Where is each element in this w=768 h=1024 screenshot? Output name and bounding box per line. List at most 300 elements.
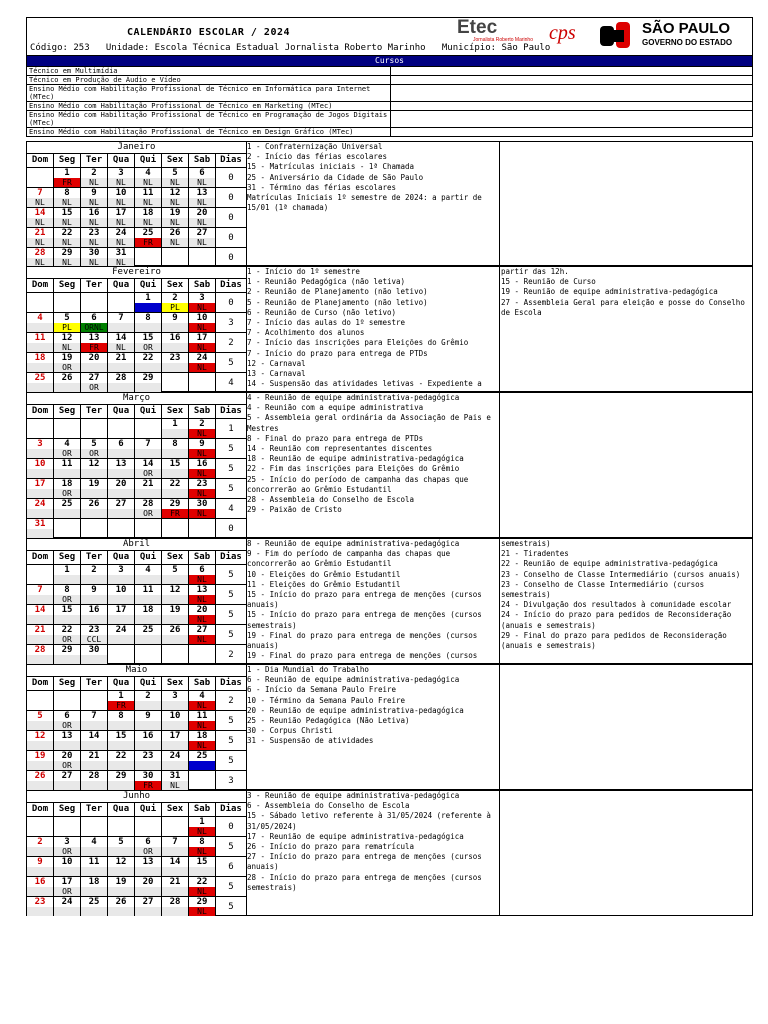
- day-tag: [54, 655, 80, 664]
- day-number: 1: [199, 817, 205, 827]
- day-tag: [162, 449, 188, 458]
- day-number: 15: [115, 731, 127, 741]
- weekday-label: Dom: [27, 405, 54, 418]
- weekday-label: Qua: [108, 154, 135, 167]
- month-name: Junho: [27, 791, 246, 803]
- day-cell: [27, 771, 54, 790]
- day-tag: [135, 741, 161, 750]
- day-number: 27: [196, 228, 208, 238]
- month-events: [247, 539, 499, 661]
- weekday-label: Ter: [81, 803, 108, 816]
- day-number: 10: [61, 857, 73, 867]
- day-cell: [27, 857, 54, 876]
- day-tag: [81, 469, 107, 478]
- day-cell: [189, 771, 216, 790]
- day-tag: [27, 363, 53, 372]
- day-cell: [189, 373, 216, 392]
- event-item: 4 - Reunião de equipe administrativa-pedagógica: [247, 393, 460, 402]
- day-number: [108, 519, 134, 529]
- day-tag: [27, 575, 53, 584]
- weekday-label: Seg: [54, 405, 81, 418]
- week-row: [27, 897, 246, 916]
- week-row: [27, 691, 246, 711]
- day-tag: [81, 363, 107, 372]
- day-number: [189, 645, 215, 655]
- day-number: 18: [88, 877, 100, 887]
- weekday-label: Dom: [27, 279, 54, 292]
- day-tag: [162, 867, 188, 876]
- day-tag: [54, 509, 80, 518]
- day-tag: NL: [108, 178, 134, 187]
- week-row: [27, 353, 246, 373]
- day-cell: [162, 499, 189, 518]
- event-item: 9 - Fim do período de campanha das chapas que concorrerão ao Grêmio Estudantil: [247, 549, 455, 569]
- day-cell: [189, 731, 216, 750]
- day-cell: [54, 168, 81, 187]
- weekday-label: Dom: [27, 154, 54, 167]
- day-number: 24: [115, 228, 127, 238]
- day-tag: [54, 469, 80, 478]
- weekday-header: [27, 551, 246, 565]
- day-number: [189, 373, 215, 383]
- day-number: [81, 691, 107, 701]
- day-number: 3: [64, 837, 70, 847]
- day-number: [27, 565, 53, 575]
- day-cell: [189, 691, 216, 710]
- sao-paulo-logo: SÃO PAULO GOVERNO DO ESTADO: [600, 20, 750, 52]
- weekday-label: Ter: [81, 279, 108, 292]
- day-cell: [54, 208, 81, 227]
- course-row: [27, 75, 752, 84]
- dias-count: 0: [228, 232, 234, 243]
- day-tag: NL: [189, 218, 215, 227]
- day-tag: NL: [189, 615, 215, 624]
- day-tag: [162, 363, 188, 372]
- day-cell: [162, 877, 189, 896]
- day-number: 27: [142, 897, 154, 907]
- day-cell: [162, 208, 189, 227]
- event-item: semestrais): [501, 539, 551, 548]
- day-tag: [108, 867, 134, 876]
- day-tag: NL: [108, 198, 134, 207]
- day-number: 6: [145, 837, 151, 847]
- day-cell: [81, 168, 108, 187]
- day-number: 7: [37, 585, 43, 595]
- event-item: 14 - Suspensão das atividades letivas - Expediente a: [247, 379, 482, 389]
- day-number: 19: [88, 479, 100, 489]
- day-number: 5: [37, 711, 43, 721]
- day-tag: [54, 781, 80, 790]
- day-number: 12: [169, 585, 181, 595]
- day-tag: NL: [162, 218, 188, 227]
- calendar-header: [26, 17, 753, 56]
- event-item: 28 - Assembleia do Conselho de Escola: [247, 495, 415, 505]
- day-number: 7: [91, 711, 97, 721]
- day-cell: [189, 208, 216, 227]
- dias-count: 1: [228, 423, 234, 434]
- day-number: 9: [145, 711, 151, 721]
- day-cell: [162, 188, 189, 207]
- event-item: 6 - Reunião de equipe administrativa-pedagógica: [247, 675, 460, 685]
- course-name: Técnico em Produção de Áudio e Vídeo: [27, 76, 391, 84]
- month-calendar: [27, 267, 247, 391]
- day-cell: [54, 228, 81, 247]
- day-number: 12: [115, 857, 127, 867]
- day-cell: [27, 877, 54, 896]
- sp-emblem-icon: [600, 22, 640, 50]
- day-number: [189, 519, 215, 529]
- day-number: 17: [61, 877, 73, 887]
- day-tag: [108, 721, 134, 730]
- day-cell: [54, 625, 81, 644]
- day-cell: [189, 188, 216, 207]
- day-tag: [27, 761, 53, 770]
- day-tag: NL: [81, 258, 107, 267]
- day-tag: [108, 449, 134, 458]
- week-row: [27, 711, 246, 731]
- day-cell: [27, 499, 54, 518]
- day-number: 27: [88, 373, 100, 383]
- day-number: 28: [169, 897, 181, 907]
- day-number: 17: [115, 605, 127, 615]
- day-cell: [135, 353, 162, 372]
- day-number: 20: [61, 751, 73, 761]
- day-number: 26: [169, 228, 181, 238]
- event-item: 5 - Assembleia geral ordinária da Associação de Pais e Mestres: [247, 413, 496, 433]
- day-number: 22: [115, 751, 127, 761]
- day-cell: [54, 479, 81, 498]
- day-tag: [27, 655, 53, 664]
- event-item: 15 - Sábado letivo referente à 31/05/2024 (referente à 31/05/2024): [247, 811, 496, 831]
- day-number: 25: [196, 751, 208, 761]
- day-cell: [135, 419, 162, 438]
- day-tag: NL: [162, 238, 188, 247]
- day-number: [189, 248, 215, 258]
- day-cell: [27, 691, 54, 710]
- weekday-label: Qua: [108, 405, 135, 418]
- day-tag: [189, 383, 215, 392]
- day-cell: [162, 751, 189, 770]
- day-number: 29: [196, 897, 208, 907]
- week-row: [27, 313, 246, 333]
- day-number: [162, 248, 188, 258]
- day-tag: [135, 701, 161, 710]
- day-number: 21: [88, 751, 100, 761]
- day-tag: [162, 655, 188, 664]
- day-cell: [135, 837, 162, 856]
- day-cell: [189, 419, 216, 438]
- day-cell: [81, 419, 108, 438]
- day-cell: [108, 499, 135, 518]
- dias-count: 5: [228, 715, 234, 726]
- day-cell: [54, 817, 81, 836]
- day-number: 23: [34, 897, 46, 907]
- day-tag: [81, 429, 107, 438]
- day-number: 26: [88, 499, 100, 509]
- day-number: 29: [169, 499, 181, 509]
- day-tag: CCL: [81, 635, 107, 644]
- day-tag: [81, 827, 107, 836]
- event-item: 25 - Aniversário da Cidade de São Paulo: [247, 172, 424, 182]
- day-tag: [135, 383, 161, 392]
- day-number: 2: [145, 691, 151, 701]
- day-tag: [27, 323, 53, 332]
- day-tag: NL: [54, 258, 80, 267]
- day-cell: [162, 228, 189, 247]
- month-events: [247, 393, 499, 515]
- day-number: 7: [145, 439, 151, 449]
- day-tag: [135, 655, 161, 664]
- event-item: partir das 12h.: [501, 267, 569, 276]
- day-tag: [162, 887, 188, 896]
- month-events-continued: [501, 267, 753, 318]
- day-number: [135, 419, 161, 429]
- day-tag: [27, 781, 53, 790]
- day-tag: [189, 761, 215, 770]
- week-row: [27, 293, 246, 313]
- day-tag: [108, 363, 134, 372]
- day-cell: [135, 168, 162, 187]
- day-cell: [189, 817, 216, 836]
- day-tag: [135, 575, 161, 584]
- day-number: 13: [115, 459, 127, 469]
- event-item: 7 - Início do prazo para entrega de PTDs: [247, 348, 428, 358]
- month-janeiro: [26, 141, 753, 266]
- day-tag: [162, 847, 188, 856]
- day-cell: [27, 353, 54, 372]
- day-tag: NL: [162, 781, 188, 790]
- day-cell: [54, 293, 81, 312]
- day-number: 26: [61, 373, 73, 383]
- day-cell: [135, 293, 162, 312]
- day-tag: [54, 615, 80, 624]
- day-number: [81, 519, 107, 529]
- day-number: 24: [61, 897, 73, 907]
- event-item: 1 - Dia Mundial do Trabalho: [247, 665, 369, 674]
- day-number: 26: [34, 771, 46, 781]
- unit-info: Código: 253 Unidade: Escola Técnica Estadual Jornalista Roberto Marinho Município: São Paulo: [30, 43, 551, 53]
- event-item: 25 - Início do período de campanha das chapas que concorrerão ao Grêmio Estudantil: [247, 474, 473, 494]
- dias-count: 5: [228, 589, 234, 600]
- day-cell: [108, 897, 135, 916]
- day-tag: [108, 489, 134, 498]
- day-number: 20: [196, 605, 208, 615]
- day-cell: [54, 837, 81, 856]
- day-cell: [135, 313, 162, 332]
- dias-count: 0: [228, 821, 234, 832]
- day-cell: [81, 188, 108, 207]
- day-number: [81, 817, 107, 827]
- day-tag: [27, 615, 53, 624]
- weekday-label: Dias: [220, 552, 242, 562]
- day-tag: NL: [54, 238, 80, 247]
- day-cell: [54, 877, 81, 896]
- course-name: Técnico em Multimídia: [27, 67, 391, 75]
- day-cell: [108, 313, 135, 332]
- day-cell: [27, 188, 54, 207]
- day-number: [108, 645, 134, 655]
- weekday-label: Ter: [81, 677, 108, 690]
- month-name: Abril: [27, 539, 246, 551]
- day-tag: [162, 323, 188, 332]
- week-row: [27, 419, 246, 439]
- day-cell: [108, 333, 135, 352]
- day-cell: [54, 691, 81, 710]
- day-tag: [81, 867, 107, 876]
- day-cell: [54, 188, 81, 207]
- weekday-label: Dias: [220, 155, 242, 165]
- day-cell: [27, 373, 54, 392]
- day-number: 6: [91, 313, 97, 323]
- day-number: 28: [34, 645, 46, 655]
- weekday-header: [27, 803, 246, 817]
- day-cell: [189, 605, 216, 624]
- day-tag: NL: [81, 218, 107, 227]
- weekday-label: Qui: [135, 154, 162, 167]
- month-events: [247, 142, 499, 213]
- course-row: [27, 66, 752, 75]
- day-cell: [108, 208, 135, 227]
- day-cell: [162, 771, 189, 790]
- day-cell: [189, 565, 216, 584]
- day-number: [27, 419, 53, 429]
- day-tag: NL: [81, 238, 107, 247]
- day-number: 10: [169, 711, 181, 721]
- day-cell: [81, 751, 108, 770]
- event-item: 7 - Acolhimento dos alunos: [247, 328, 365, 338]
- weekday-label: Ter: [81, 551, 108, 564]
- weekday-label: Sab: [189, 279, 216, 292]
- day-tag: [81, 907, 107, 916]
- day-tag: NL: [189, 489, 215, 498]
- day-cell: [27, 731, 54, 750]
- day-number: 15: [61, 208, 73, 218]
- event-item: 22 - Reunião de equipe administrativa-pedagógica: [501, 559, 718, 569]
- weekday-header: [27, 405, 246, 419]
- day-number: 13: [142, 857, 154, 867]
- day-cell: [189, 353, 216, 372]
- dias-count: 0: [228, 172, 234, 183]
- day-number: 6: [199, 565, 205, 575]
- day-number: 22: [196, 877, 208, 887]
- day-number: 22: [61, 228, 73, 238]
- day-tag: [135, 635, 161, 644]
- day-cell: [135, 645, 162, 664]
- event-item: 19 - Reunião de equipe administrativa-pedagógica: [501, 287, 718, 297]
- month-maio: [26, 664, 753, 790]
- day-cell: [162, 293, 189, 312]
- day-cell: [27, 751, 54, 770]
- day-cell: [54, 771, 81, 790]
- day-tag: [54, 529, 80, 538]
- weekday-label: Dias: [220, 804, 242, 814]
- day-cell: [81, 208, 108, 227]
- day-number: 22: [169, 479, 181, 489]
- day-tag: NL: [54, 343, 80, 352]
- day-number: 14: [142, 459, 154, 469]
- dias-count: 4: [228, 377, 234, 388]
- dias-count: 2: [228, 649, 234, 660]
- day-tag: OR: [81, 383, 107, 392]
- event-item: 15 - Reunião de Curso: [501, 277, 596, 287]
- day-tag: [162, 615, 188, 624]
- day-tag: NL: [189, 178, 215, 187]
- day-number: 18: [142, 208, 154, 218]
- day-tag: NL: [189, 323, 215, 332]
- day-number: 18: [196, 731, 208, 741]
- day-cell: [54, 333, 81, 352]
- day-number: 11: [88, 857, 100, 867]
- day-tag: [81, 595, 107, 604]
- day-number: [54, 817, 80, 827]
- day-number: 3: [37, 439, 43, 449]
- day-tag: [135, 303, 161, 312]
- day-cell: [108, 519, 135, 538]
- day-tag: [135, 449, 161, 458]
- event-item: 30 - Corpus Christi: [247, 726, 333, 736]
- event-item: 1 - Início do 1º semestre: [247, 267, 360, 276]
- day-number: 28: [115, 373, 127, 383]
- day-tag: [189, 655, 215, 664]
- day-number: 5: [172, 168, 178, 178]
- day-tag: [81, 721, 107, 730]
- day-tag: NL: [54, 198, 80, 207]
- day-number: 28: [142, 499, 154, 509]
- event-item: 11 - Eleições do Grêmio Estudantil: [247, 579, 401, 589]
- day-tag: [162, 907, 188, 916]
- day-cell: [162, 857, 189, 876]
- day-tag: [108, 761, 134, 770]
- day-number: 25: [142, 625, 154, 635]
- day-tag: [162, 701, 188, 710]
- day-tag: NL: [189, 847, 215, 856]
- day-cell: [162, 248, 189, 267]
- day-cell: [81, 565, 108, 584]
- week-row: [27, 751, 246, 771]
- week-row: [27, 168, 246, 188]
- day-tag: OR: [54, 761, 80, 770]
- day-number: 20: [88, 353, 100, 363]
- day-number: [54, 293, 80, 303]
- day-number: 15: [196, 857, 208, 867]
- day-cell: [135, 373, 162, 392]
- weekday-label: Dias: [220, 280, 242, 290]
- day-tag: [162, 529, 188, 538]
- day-cell: [54, 711, 81, 730]
- weekday-label: Dias: [220, 406, 242, 416]
- day-number: 23: [88, 228, 100, 238]
- event-item: 2 - Início das férias escolares: [247, 152, 387, 162]
- day-tag: [54, 575, 80, 584]
- week-row: [27, 585, 246, 605]
- dias-count: 5: [228, 483, 234, 494]
- day-tag: [27, 741, 53, 750]
- day-tag: NL: [189, 429, 215, 438]
- day-number: 29: [115, 771, 127, 781]
- day-tag: [108, 655, 134, 664]
- day-tag: [54, 303, 80, 312]
- day-tag: [27, 867, 53, 876]
- day-tag: [54, 383, 80, 392]
- day-cell: [162, 565, 189, 584]
- day-cell: [108, 459, 135, 478]
- day-number: [135, 645, 161, 655]
- day-tag: NL: [189, 509, 215, 518]
- day-cell: [135, 771, 162, 790]
- dias-count: 2: [228, 695, 234, 706]
- day-number: 20: [115, 479, 127, 489]
- day-tag: [162, 595, 188, 604]
